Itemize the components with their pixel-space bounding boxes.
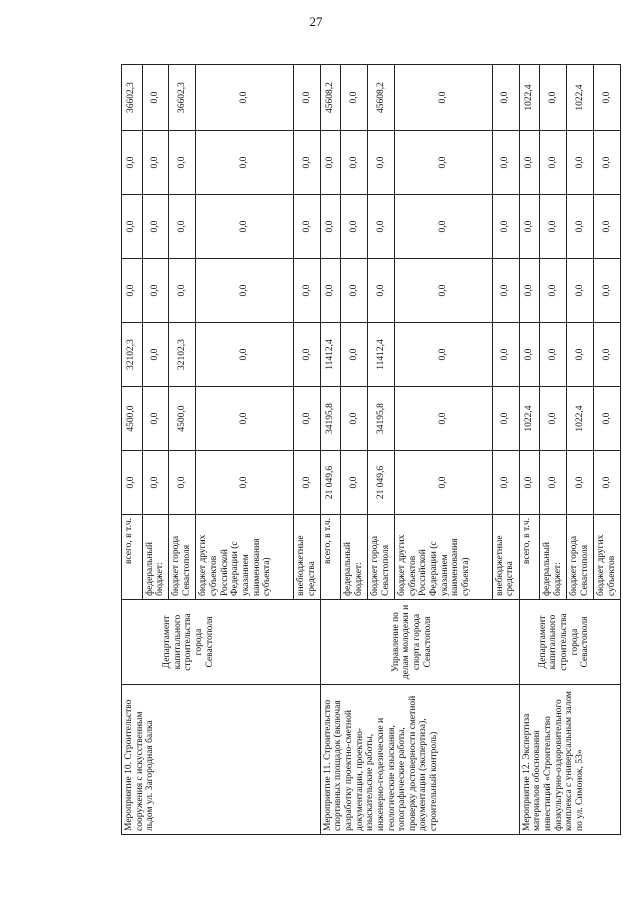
value-cell: 0,0 xyxy=(519,323,540,387)
table-row xyxy=(320,65,341,835)
value-cell: 0,0 xyxy=(341,387,368,451)
budget-category: внебюджетные средства xyxy=(492,515,519,600)
value-cell: 0,0 xyxy=(395,65,492,131)
value-cell: 0,0 xyxy=(567,323,594,387)
value-cell: 0,0 xyxy=(320,195,341,259)
value-cell: 0,0 xyxy=(594,195,621,259)
event-name: Мероприятие 10. Строительство сооружения с искусственным льдом ул. Загородная балка xyxy=(122,685,321,835)
page-number: 27 xyxy=(309,14,323,29)
budget-category: всего, в т.ч. xyxy=(519,515,540,600)
value-cell: 0,0 xyxy=(142,195,169,259)
budget-category: бюджет города Севастополя xyxy=(169,515,196,600)
value-cell: 0,0 xyxy=(492,387,519,451)
value-cell: 0,0 xyxy=(142,65,169,131)
value-cell: 34195,8 xyxy=(368,387,395,451)
value-cell: 0,0 xyxy=(594,387,621,451)
value-cell: 36602,3 xyxy=(169,65,196,131)
value-cell: 4500,0 xyxy=(122,387,143,451)
value-cell: 21 049,6 xyxy=(368,451,395,515)
value-cell: 0,0 xyxy=(341,65,368,131)
value-cell: 0,0 xyxy=(142,323,169,387)
value-cell: 0,0 xyxy=(341,131,368,195)
value-cell: 0,0 xyxy=(540,323,567,387)
value-cell: 0,0 xyxy=(594,131,621,195)
value-cell: 34195,8 xyxy=(320,387,341,451)
value-cell: 0,0 xyxy=(122,131,143,195)
value-cell: 0,0 xyxy=(169,259,196,323)
value-cell: 0,0 xyxy=(196,451,293,515)
budget-category: всего, в т.ч. xyxy=(320,515,341,600)
value-cell: 0,0 xyxy=(169,451,196,515)
value-cell: 0,0 xyxy=(395,259,492,323)
value-cell: 36602,3 xyxy=(122,65,143,131)
budget-category: федеральный бюджет: xyxy=(540,515,567,600)
value-cell: 1022,4 xyxy=(567,65,594,131)
value-cell: 0,0 xyxy=(142,131,169,195)
value-cell: 0,0 xyxy=(540,131,567,195)
budget-category: бюджет города Севастополя xyxy=(567,515,594,600)
value-cell: 0,0 xyxy=(341,195,368,259)
value-cell: 0,0 xyxy=(492,451,519,515)
event-name: Мероприятие 11. Строительство спортивных площадок (включая разработку проектно-сметной документации, проектно-изыскательские работы, инженерно-геодезические и геологические изыскания, топографические работы, проверку достоверности сметной документации (экспертиза), строительный контроль) xyxy=(320,685,519,835)
value-cell: 0,0 xyxy=(320,131,341,195)
value-cell: 0,0 xyxy=(196,323,293,387)
event-name: Мероприятие 12. Экспертиза материалов обоснования инвестиций «Строительство физкультурно-оздоровительного комплекса с универсальным залом по ул. Симонок, 53» xyxy=(519,685,620,835)
value-cell: 0,0 xyxy=(395,195,492,259)
budget-category: бюджет города Севастополя xyxy=(368,515,395,600)
value-cell: 0,0 xyxy=(519,195,540,259)
table-row xyxy=(519,65,540,835)
value-cell: 0,0 xyxy=(594,65,621,131)
value-cell: 0,0 xyxy=(395,131,492,195)
executor-name: Департамент капитального строительства города Севастополя xyxy=(519,600,620,685)
budget-category: внебюджетные средства xyxy=(293,515,320,600)
value-cell: 1022,4 xyxy=(567,387,594,451)
value-cell: 0,0 xyxy=(519,131,540,195)
budget-category: всего, в т.ч. xyxy=(122,515,143,600)
value-cell: 21 049,6 xyxy=(320,451,341,515)
value-cell: 0,0 xyxy=(519,451,540,515)
value-cell: 0,0 xyxy=(567,259,594,323)
value-cell: 0,0 xyxy=(142,387,169,451)
value-cell: 0,0 xyxy=(567,195,594,259)
value-cell: 11412,4 xyxy=(320,323,341,387)
value-cell: 0,0 xyxy=(341,259,368,323)
value-cell: 45608,2 xyxy=(320,65,341,131)
value-cell: 1022,4 xyxy=(519,387,540,451)
budget-category: федеральный бюджет: xyxy=(142,515,169,600)
value-cell: 0,0 xyxy=(395,451,492,515)
value-cell: 0,0 xyxy=(368,195,395,259)
value-cell: 0,0 xyxy=(540,259,567,323)
value-cell: 0,0 xyxy=(169,131,196,195)
executor-name: Управление по делам молодежи и спорта города Севастополя xyxy=(320,600,519,685)
rotated-table-wrapper xyxy=(121,65,621,835)
value-cell: 0,0 xyxy=(169,195,196,259)
value-cell: 0,0 xyxy=(567,131,594,195)
value-cell: 0,0 xyxy=(293,387,320,451)
value-cell: 0,0 xyxy=(122,195,143,259)
value-cell: 0,0 xyxy=(594,451,621,515)
value-cell: 0,0 xyxy=(492,65,519,131)
value-cell: 0,0 xyxy=(293,65,320,131)
value-cell: 0,0 xyxy=(368,259,395,323)
value-cell: 0,0 xyxy=(594,259,621,323)
value-cell: 0,0 xyxy=(293,131,320,195)
value-cell: 0,0 xyxy=(492,131,519,195)
value-cell: 0,0 xyxy=(492,195,519,259)
value-cell: 0,0 xyxy=(567,451,594,515)
value-cell: 0,0 xyxy=(142,451,169,515)
value-cell: 0,0 xyxy=(540,387,567,451)
value-cell: 45608,2 xyxy=(368,65,395,131)
budget-category: бюджет других субъектов Российской Федерации (с указанием наименования субъекта) xyxy=(395,515,492,600)
value-cell: 0,0 xyxy=(293,259,320,323)
value-cell: 0,0 xyxy=(492,259,519,323)
value-cell: 0,0 xyxy=(492,323,519,387)
value-cell: 0,0 xyxy=(196,387,293,451)
budget-category: бюджет других субъектов xyxy=(594,515,621,600)
value-cell: 0,0 xyxy=(540,65,567,131)
table-row xyxy=(122,65,143,835)
value-cell: 0,0 xyxy=(341,323,368,387)
value-cell: 0,0 xyxy=(196,65,293,131)
value-cell: 11412,4 xyxy=(368,323,395,387)
value-cell: 0,0 xyxy=(341,451,368,515)
value-cell: 0,0 xyxy=(519,259,540,323)
value-cell: 0,0 xyxy=(540,195,567,259)
value-cell: 0,0 xyxy=(540,451,567,515)
value-cell: 0,0 xyxy=(395,387,492,451)
value-cell: 0,0 xyxy=(293,323,320,387)
value-cell: 32102,3 xyxy=(122,323,143,387)
value-cell: 0,0 xyxy=(293,451,320,515)
budget-category: бюджет других субъектов Российской Федерации (с указанием наименования субъекта) xyxy=(196,515,293,600)
value-cell: 0,0 xyxy=(122,259,143,323)
value-cell: 0,0 xyxy=(594,323,621,387)
value-cell: 0,0 xyxy=(368,131,395,195)
value-cell: 0,0 xyxy=(320,259,341,323)
executor-name: Департамент капитального строительства города Севастополя xyxy=(122,600,321,685)
value-cell: 32102,3 xyxy=(169,323,196,387)
value-cell: 1022,4 xyxy=(519,65,540,131)
value-cell: 4500,0 xyxy=(169,387,196,451)
value-cell: 0,0 xyxy=(196,195,293,259)
budget-table xyxy=(121,64,621,835)
value-cell: 0,0 xyxy=(142,259,169,323)
value-cell: 0,0 xyxy=(196,131,293,195)
value-cell: 0,0 xyxy=(122,451,143,515)
value-cell: 0,0 xyxy=(293,195,320,259)
budget-category: федеральный бюджет: xyxy=(341,515,368,600)
value-cell: 0,0 xyxy=(196,259,293,323)
value-cell: 0,0 xyxy=(395,323,492,387)
